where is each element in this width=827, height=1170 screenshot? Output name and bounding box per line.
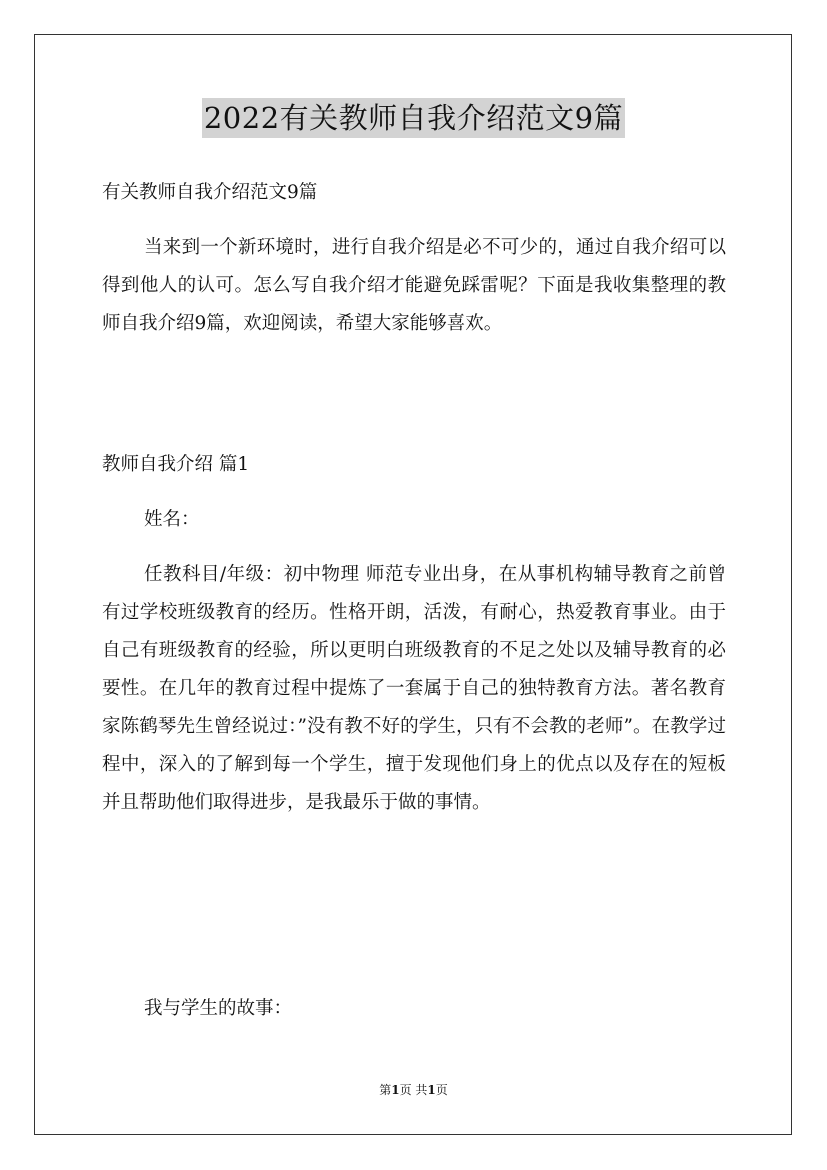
document-subtitle: 有关教师自我介绍范文9篇: [102, 182, 318, 203]
section-heading: 教师自我介绍 篇1: [102, 454, 250, 475]
footer-suffix: 页: [435, 1083, 448, 1097]
page-footer: [0, 1082, 827, 1098]
body-paragraph: 任教科目/年级：初中物理 师范专业出身，在从事机构辅导教育之前曾有过学校班级教育的经历。性格开朗，活泼，有耐心，热爱教育事业。由于自己有班级教育的经验，所以更明白班级教育的不足之处以及辅导教育的必要性。在几年的教育过程中提炼了一套属于自己的独特教育方法。著名教育家陈鹤琴先生曾经说过：”没有教不好的学生，只有不会教的老师”。在教学过程中，深入的了解到每一个学生，擅于发现他们身上的优点以及存在的短板并且帮助他们取得进步，是我最乐于做的事情。: [102, 564, 726, 813]
story-label: 我与学生的故事：: [144, 998, 293, 1019]
footer-mid: 页 共: [399, 1083, 428, 1097]
footer-page-number: 1: [391, 1083, 400, 1097]
title-container: [0, 98, 827, 138]
intro-paragraph: 当来到一个新环境时，进行自我介绍是必不可少的，通过自我介绍可以得到他人的认可。怎么写自我介绍才能避免踩雷呢？下面是我收集整理的教师自我介绍9篇，欢迎阅读，希望大家能够喜欢。: [102, 237, 726, 334]
footer-prefix: 第: [379, 1083, 392, 1097]
document-title: 2022有关教师自我介绍范文9篇: [202, 98, 625, 138]
footer-total-pages: 1: [427, 1083, 436, 1097]
name-label: 姓名：: [144, 509, 200, 530]
